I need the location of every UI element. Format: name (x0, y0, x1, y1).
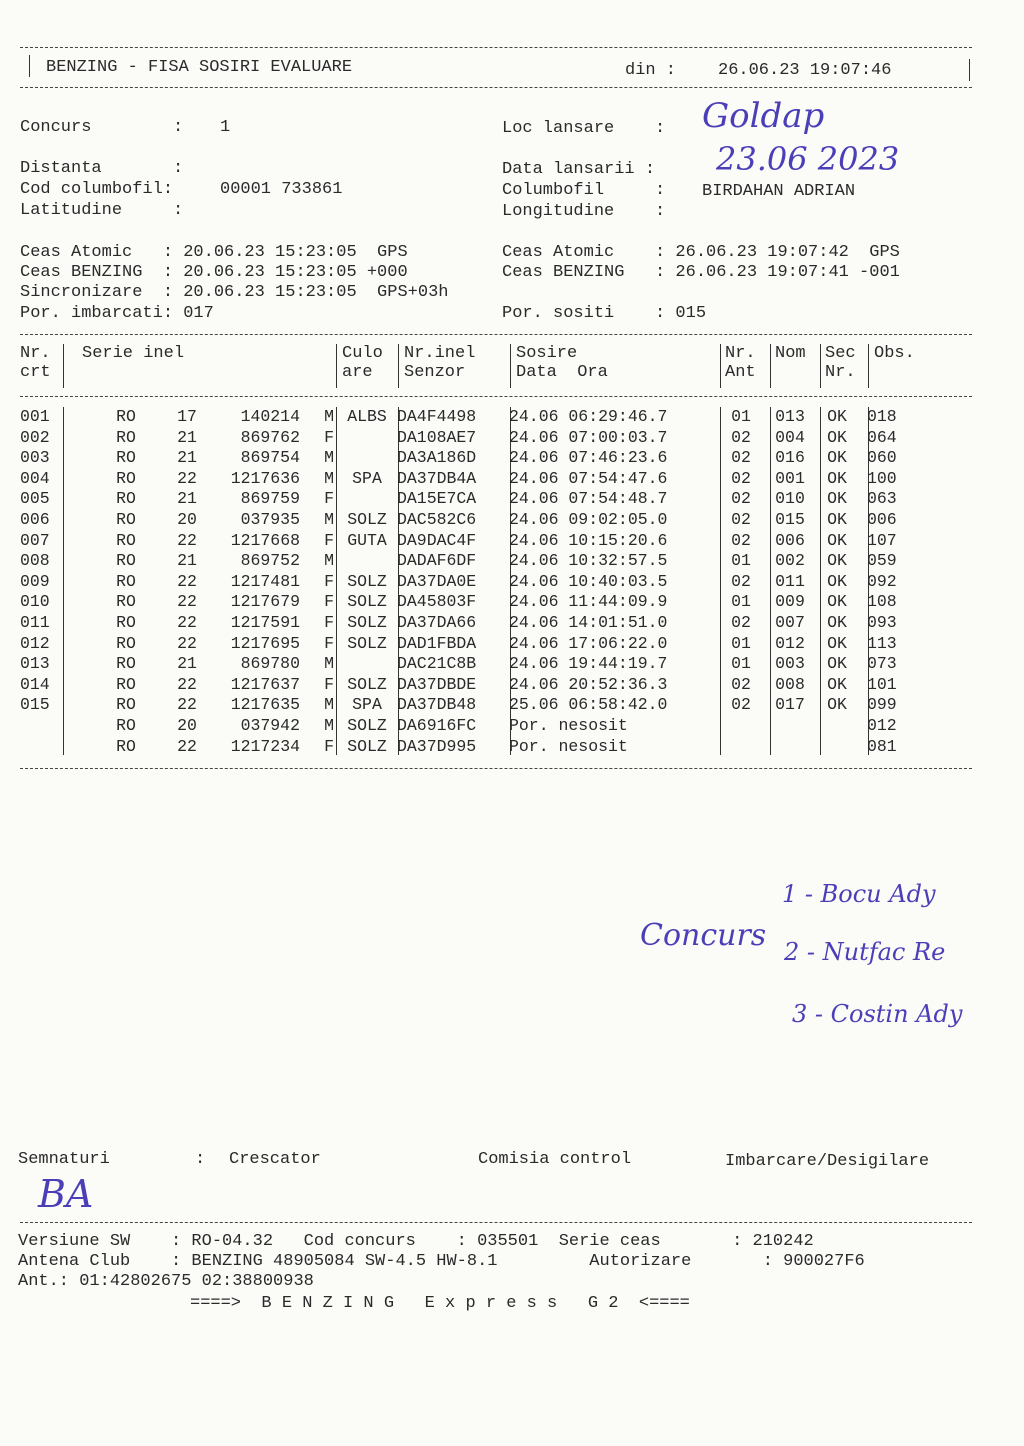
report-datetime: 26.06.23 19:07:46 (718, 61, 892, 80)
distanta-label: Distanta : (20, 159, 184, 178)
latitudine-label: Latitudine : (20, 201, 184, 220)
row-nom: 012 (775, 633, 805, 653)
row-antenna: 02 (731, 571, 751, 591)
row-color: SOLZ (347, 674, 387, 694)
row-nr: 015 (20, 695, 50, 715)
row-color (337, 654, 397, 675)
row-ring-number: 869754 (240, 448, 300, 468)
col-serie-inel: Serie inel (82, 344, 185, 363)
row-sec: OK (827, 633, 847, 653)
row-arrival: 24.06 10:15:20.6 (509, 530, 668, 550)
row-sex: F (324, 427, 334, 447)
row-sec: OK (827, 489, 847, 509)
row-nr: 007 (20, 530, 50, 550)
row-nr: 010 (20, 592, 50, 612)
hdr-sep (63, 344, 64, 388)
hdr-sep (336, 344, 337, 388)
row-arrival: 24.06 07:54:48.7 (509, 489, 668, 509)
row-antenna: 02 (731, 448, 751, 468)
row-sec (813, 716, 861, 737)
hdr-sep (720, 344, 721, 388)
row-arrival: 24.06 11:44:09.9 (509, 592, 668, 612)
columbofil-label: Columbofil : (502, 181, 666, 200)
arrivals-table (20, 407, 927, 757)
row-sec: OK (827, 551, 847, 571)
table-top-rule (20, 334, 972, 335)
row-year: 22 (177, 695, 197, 715)
row-antenna (715, 737, 767, 758)
table-row (20, 613, 927, 634)
row-antenna: 01 (731, 551, 751, 571)
row-antenna: 02 (731, 612, 751, 632)
table-row (20, 551, 927, 572)
table-row (20, 428, 927, 449)
col-nr-ant: Nr. Ant (725, 344, 756, 382)
data-lansarii-handwritten: 23.06 2023 (716, 140, 900, 178)
row-color (337, 448, 397, 469)
table-row (20, 469, 927, 490)
longitudine-label: Longitudine : (502, 202, 666, 221)
row-country: RO (116, 592, 136, 612)
row-sensor-id: DA37DBDE (397, 674, 477, 694)
row-arrival: 24.06 07:46:23.6 (509, 448, 668, 468)
row-country: RO (116, 489, 136, 509)
row-sex: M (324, 509, 334, 529)
footer-versiune: Versiune SW : RO-04.32 Cod concurs : 035501 Serie ceas : 210242 (18, 1232, 814, 1251)
row-color (337, 551, 397, 572)
row-sensor-id: DA4F4498 (397, 407, 477, 426)
row-color: SPA (352, 468, 382, 488)
col-nr-inel-senzor: Nr.inel Senzor (404, 344, 476, 382)
row-antenna: 02 (731, 509, 751, 529)
header-left-bar (29, 55, 30, 77)
row-sensor-id: DA6916FC (397, 715, 477, 735)
row-obs: 093 (867, 612, 897, 632)
row-sex: F (324, 612, 334, 632)
row-nr: 005 (20, 489, 50, 509)
row-nom: 003 (775, 654, 805, 674)
row-nom (767, 716, 813, 737)
row-country: RO (116, 633, 136, 653)
hdr-sep (510, 344, 511, 388)
row-nom: 007 (775, 612, 805, 632)
report-title: BENZING - FISA SOSIRI EVALUARE (46, 58, 353, 77)
row-sensor-id: DADAF6DF (397, 551, 477, 571)
row-sensor-id: DA37D995 (397, 736, 477, 756)
row-nom: 013 (775, 407, 805, 426)
row-sex: F (324, 736, 334, 756)
row-year: 22 (177, 736, 197, 756)
row-ring-number: 869759 (240, 489, 300, 509)
row-sensor-id: DAC21C8B (397, 654, 477, 674)
table-row (20, 654, 927, 675)
row-sensor-id: DA37DA66 (397, 612, 477, 632)
row-sec: OK (827, 674, 847, 694)
semnaturi-label: Semnaturi (18, 1150, 110, 1169)
row-nr: 001 (20, 407, 50, 426)
table-header-rule (20, 396, 972, 397)
footer-antena: Antena Club : BENZING 48905084 SW-4.5 HW-8.1 Autorizare : 900027F6 (18, 1252, 865, 1271)
row-ring-number: 1217635 (230, 695, 300, 715)
header-right-bar (969, 59, 970, 81)
ceas-benzing-start: Ceas BENZING : 20.06.23 15:23:05 +000 (20, 263, 408, 282)
columbofil-value: BIRDAHAN ADRIAN (702, 182, 856, 201)
row-year: 21 (177, 427, 197, 447)
row-year: 17 (177, 407, 197, 426)
row-sensor-id: DA3A186D (397, 448, 477, 468)
row-obs: 063 (867, 489, 897, 509)
annotation-place-3: 3 - Costin Ady (792, 1000, 963, 1028)
row-antenna: 01 (731, 407, 751, 426)
row-obs: 107 (867, 530, 897, 550)
row-ring-number: 1217591 (230, 612, 300, 632)
row-color (337, 428, 397, 449)
row-year: 22 (177, 674, 197, 694)
row-sec (813, 737, 861, 758)
row-nr: 008 (20, 551, 50, 571)
row-sex: M (324, 715, 334, 735)
row-year: 21 (177, 448, 197, 468)
row-country: RO (116, 736, 136, 756)
row-arrival: 24.06 09:02:05.0 (509, 509, 668, 529)
annotation-place-1: 1 - Bocu Ady (782, 880, 936, 908)
row-ring-number: 1217679 (230, 592, 300, 612)
row-antenna: 02 (731, 530, 751, 550)
hdr-sep (398, 344, 399, 388)
row-ring-number: 1217481 (230, 571, 300, 591)
data-lansarii-label: Data lansarii : (502, 160, 656, 179)
row-year: 22 (177, 571, 197, 591)
row-antenna: 02 (731, 427, 751, 447)
row-ring-number: 1217637 (230, 674, 300, 694)
row-sex: M (324, 695, 334, 715)
row-sex: F (324, 530, 334, 550)
row-country: RO (116, 551, 136, 571)
row-sex: M (324, 654, 334, 674)
row-nr: 011 (20, 612, 50, 632)
row-obs: 100 (867, 468, 897, 488)
row-sex: M (324, 448, 334, 468)
row-sec: OK (827, 427, 847, 447)
hdr-sep (770, 344, 771, 388)
row-sensor-id: DA45803F (397, 592, 477, 612)
row-sec: OK (827, 509, 847, 529)
row-color: SOLZ (347, 633, 387, 653)
col-nom: Nom (775, 344, 806, 363)
row-arrival: 24.06 14:01:51.0 (509, 612, 668, 632)
row-color: SOLZ (347, 592, 387, 612)
row-antenna: 01 (731, 592, 751, 612)
row-year: 21 (177, 489, 197, 509)
row-arrival: 24.06 20:52:36.3 (509, 674, 668, 694)
row-year: 21 (177, 654, 197, 674)
row-sec: OK (827, 407, 847, 426)
footer-rule (20, 1222, 972, 1223)
row-nom: 008 (775, 674, 805, 694)
row-antenna: 01 (731, 654, 751, 674)
ceas-benzing-end: Ceas BENZING : 26.06.23 19:07:41 -001 (502, 263, 900, 282)
row-year: 20 (177, 509, 197, 529)
row-country: RO (116, 654, 136, 674)
concurs-value: 1 (220, 118, 231, 137)
row-ring-number: 1217695 (230, 633, 300, 653)
hdr-sep (868, 344, 869, 388)
row-sensor-id: DA15E7CA (397, 489, 477, 509)
sincronizare: Sincronizare : 20.06.23 15:23:05 GPS+03h (20, 283, 449, 302)
loc-lansare-handwritten: Goldap (702, 96, 825, 136)
row-country: RO (116, 612, 136, 632)
table-row (20, 675, 927, 696)
row-nr: 004 (20, 468, 50, 488)
row-ring-number: 1217668 (230, 530, 300, 550)
row-color: SOLZ (347, 509, 387, 529)
row-obs: 101 (867, 674, 897, 694)
row-country: RO (116, 530, 136, 550)
row-arrival: Por. nesosit (509, 736, 628, 756)
table-row (20, 489, 927, 510)
table-row (20, 531, 927, 552)
row-color: GUTA (347, 530, 387, 550)
row-sex: F (324, 592, 334, 612)
row-country: RO (116, 427, 136, 447)
row-sex: F (324, 633, 334, 653)
row-arrival: 24.06 10:40:03.5 (509, 571, 668, 591)
table-row (20, 572, 927, 593)
row-sensor-id: DA37DB4A (397, 468, 477, 488)
table-bottom-rule (20, 768, 972, 769)
row-ring-number: 869752 (240, 551, 300, 571)
col-nr: Nr. crt (20, 344, 51, 382)
row-antenna: 01 (731, 633, 751, 653)
row-nr: 012 (20, 633, 50, 653)
row-sensor-id: DA108AE7 (397, 427, 477, 447)
row-nom: 016 (775, 448, 805, 468)
row-ring-number: 1217636 (230, 468, 300, 488)
table-row (20, 737, 927, 758)
row-year: 21 (177, 551, 197, 571)
row-nom: 002 (775, 551, 805, 571)
row-obs: 059 (867, 551, 897, 571)
row-arrival: 24.06 10:32:57.5 (509, 551, 668, 571)
row-sensor-id: DA37DA0E (397, 571, 477, 591)
row-ring-number: 869762 (240, 427, 300, 447)
table-row (20, 716, 927, 737)
row-sensor-id: DA9DAC4F (397, 530, 477, 550)
row-obs: 012 (867, 715, 897, 735)
row-ring-number: 869780 (240, 654, 300, 674)
row-antenna: 02 (731, 695, 751, 715)
row-nr: 009 (20, 571, 50, 591)
col-sosire: Sosire Data Ora (516, 344, 608, 382)
row-antenna (715, 716, 767, 737)
porumbei-sositi: Por. sositi : 015 (502, 304, 707, 323)
row-year: 22 (177, 592, 197, 612)
row-country: RO (116, 448, 136, 468)
row-nr: 014 (20, 674, 50, 694)
row-obs: 018 (867, 407, 897, 426)
row-obs: 108 (867, 592, 897, 612)
row-sec: OK (827, 592, 847, 612)
row-color (337, 489, 397, 510)
row-country: RO (116, 571, 136, 591)
row-sex: F (324, 674, 334, 694)
row-sensor-id: DAC582C6 (397, 509, 477, 529)
row-year: 22 (177, 468, 197, 488)
row-year: 22 (177, 530, 197, 550)
top-rule (20, 47, 972, 48)
row-color: SOLZ (347, 612, 387, 632)
row-arrival: 24.06 07:00:03.7 (509, 427, 668, 447)
col-culoare: Culo are (342, 344, 383, 382)
row-nom: 006 (775, 530, 805, 550)
table-row (20, 695, 927, 716)
row-arrival: 25.06 06:58:42.0 (509, 695, 668, 715)
porumbei-imbarcati: Por. imbarcati: 017 (20, 304, 214, 323)
row-sec: OK (827, 654, 847, 674)
row-nr: 003 (20, 448, 50, 468)
row-ring-number: 037935 (240, 509, 300, 529)
ceas-atomic-start: Ceas Atomic : 20.06.23 15:23:05 GPS (20, 243, 408, 262)
row-ring-number: 037942 (240, 715, 300, 735)
row-sensor-id: DAD1FBDA (397, 633, 477, 653)
row-color: SOLZ (347, 571, 387, 591)
row-color: SPA (352, 695, 382, 715)
row-obs: 081 (867, 736, 897, 756)
row-nom (767, 737, 813, 758)
row-arrival: Por. nesosit (509, 715, 628, 735)
din-label: din : (625, 61, 677, 80)
comisia-label: Comisia control (478, 1150, 632, 1169)
row-obs: 113 (867, 633, 897, 653)
hdr-sep (820, 344, 821, 388)
row-sex: M (324, 407, 334, 426)
annotation-concurs: Concurs (640, 918, 767, 953)
semnaturi-colon: : (195, 1150, 206, 1169)
ceas-atomic-end: Ceas Atomic : 26.06.23 19:07:42 GPS (502, 243, 900, 262)
row-nom: 010 (775, 489, 805, 509)
row-arrival: 24.06 06:29:46.7 (509, 407, 668, 426)
row-sec: OK (827, 695, 847, 715)
row-nom: 015 (775, 509, 805, 529)
row-ring-number: 140214 (240, 407, 300, 426)
row-nr: 013 (20, 654, 50, 674)
row-sex: M (324, 551, 334, 571)
concurs-label: Concurs : (20, 118, 184, 137)
row-obs: 099 (867, 695, 897, 715)
row-sex: F (324, 489, 334, 509)
footer-ant: Ant.: 01:42802675 02:38800938 (18, 1272, 314, 1291)
row-color: ALBS (347, 407, 387, 426)
col-obs: Obs. (874, 344, 915, 363)
row-antenna: 02 (731, 489, 751, 509)
row-country: RO (116, 695, 136, 715)
loc-lansare-label: Loc lansare : (502, 119, 666, 138)
row-arrival: 24.06 17:06:22.0 (509, 633, 668, 653)
row-year: 22 (177, 612, 197, 632)
row-country: RO (116, 674, 136, 694)
row-sensor-id: DA37DB48 (397, 695, 477, 715)
row-obs: 092 (867, 571, 897, 591)
row-sec: OK (827, 448, 847, 468)
row-arrival: 24.06 19:44:19.7 (509, 654, 668, 674)
header-rule (20, 87, 972, 88)
row-country: RO (116, 468, 136, 488)
row-sec: OK (827, 612, 847, 632)
table-row (20, 592, 927, 613)
row-nr: 006 (20, 509, 50, 529)
row-nr: 002 (20, 427, 50, 447)
row-obs: 064 (867, 427, 897, 447)
row-antenna: 02 (731, 674, 751, 694)
table-row (20, 634, 927, 655)
row-antenna: 02 (731, 468, 751, 488)
row-sec: OK (827, 571, 847, 591)
row-nom: 017 (775, 695, 805, 715)
cod-columbofil-label: Cod columbofil: (20, 180, 174, 199)
row-country: RO (116, 509, 136, 529)
row-obs: 006 (867, 509, 897, 529)
crescator-label: Crescator (229, 1150, 321, 1169)
row-nr (20, 737, 86, 758)
row-sec: OK (827, 530, 847, 550)
row-obs: 073 (867, 654, 897, 674)
row-year: 22 (177, 633, 197, 653)
row-nom: 004 (775, 427, 805, 447)
row-country: RO (116, 715, 136, 735)
row-sec: OK (827, 468, 847, 488)
table-row (20, 510, 927, 531)
row-arrival: 24.06 07:54:47.6 (509, 468, 668, 488)
table-row (20, 448, 927, 469)
row-color: SOLZ (347, 736, 387, 756)
row-nom: 011 (775, 571, 805, 591)
cod-columbofil-value: 00001 733861 (220, 180, 343, 199)
row-obs: 060 (867, 448, 897, 468)
col-sec-nr: Sec Nr. (825, 344, 856, 382)
row-color: SOLZ (347, 715, 387, 735)
row-year: 20 (177, 715, 197, 735)
row-nom: 009 (775, 592, 805, 612)
annotation-place-2: 2 - Nutfac Re (784, 938, 946, 966)
footer-brand: ====> B E N Z I N G E x p r e s s G 2 <==== (190, 1294, 690, 1313)
row-sex: F (324, 571, 334, 591)
row-nom: 001 (775, 468, 805, 488)
imbarcare-label: Imbarcare/Desigilare (725, 1152, 930, 1171)
crescator-signature: BA (38, 1172, 94, 1216)
row-nr (20, 716, 86, 737)
row-sex: M (324, 468, 334, 488)
row-country: RO (116, 407, 136, 426)
table-row (20, 407, 927, 428)
row-ring-number: 1217234 (230, 736, 300, 756)
